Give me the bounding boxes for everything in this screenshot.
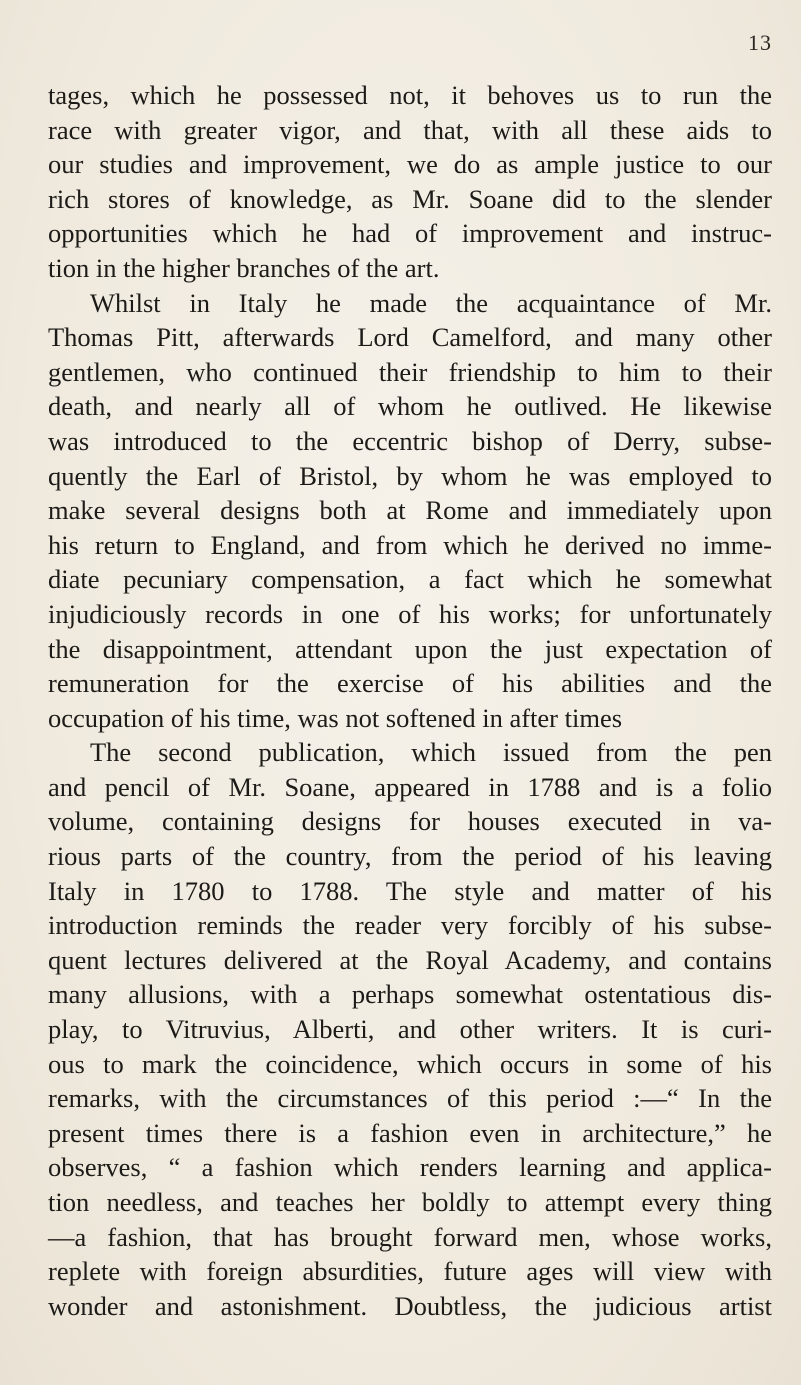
- text-line: our studies and improvement, we do as ample justice to our: [48, 149, 772, 180]
- text-line: death, and nearly all of whom he outlived. He likewise: [48, 391, 772, 422]
- text-line: remarks, with the circumstances of this period :—“ In the: [48, 1083, 772, 1114]
- text-line: quently the Earl of Bristol, by whom he was employed to: [48, 460, 772, 491]
- text-line: volume, containing designs for houses executed in va-: [48, 806, 772, 837]
- text-line: make several designs both at Rome and immediately upon: [48, 495, 772, 526]
- text-line: rious parts of the country, from the period of his leaving: [48, 841, 772, 872]
- text-line: observes, “ a fashion which renders learning and applica-: [48, 1152, 772, 1183]
- text-line: ous to mark the coincidence, which occurs in some of his: [48, 1048, 772, 1079]
- text-line: tion in the higher branches of the art.: [48, 252, 440, 283]
- page-number: 13: [748, 30, 772, 55]
- text-line: present times there is a fashion even in architecture,” he: [48, 1117, 772, 1148]
- text-line: occupation of his time, was not softened in after times: [48, 702, 623, 733]
- text-line: Italy in 1780 to 1788. The style and matter of his: [48, 875, 772, 906]
- text-line: and pencil of Mr. Soane, appeared in 1788 and is a folio: [48, 771, 772, 802]
- text-line: tion needless, and teaches her boldly to attempt every thing: [48, 1187, 772, 1217]
- text-line: the disappointment, attendant upon the just expectation of: [48, 633, 772, 664]
- text-line: injudiciously records in one of his works; for unfortunately: [48, 598, 772, 629]
- text-line: The second publication, which issued from the pen: [90, 737, 772, 768]
- text-line: quent lectures delivered at the Royal Academy, and contains: [48, 944, 772, 975]
- text-line: Whilst in Italy he made the acquaintance of Mr.: [90, 287, 772, 318]
- text-line: Thomas Pitt, afterwards Lord Camelford, and many other: [48, 322, 772, 353]
- text-line: was introduced to the eccentric bishop of Derry, subse-: [48, 425, 772, 456]
- text-line: play, to Vitruvius, Alberti, and other writers. It is curi-: [48, 1014, 772, 1045]
- text-line: opportunities which he had of improvement and instruc-: [48, 218, 772, 249]
- text-line: —a fashion, that has brought forward men, whose works,: [48, 1221, 772, 1252]
- text-line: remuneration for the exercise of his abilities and the: [48, 668, 772, 699]
- text-line: race with greater vigor, and that, with all these aids to: [48, 114, 772, 145]
- body-text: [48, 78, 772, 1323]
- text-line: diate pecuniary compensation, a fact which he somewhat: [48, 564, 772, 595]
- text-line: introduction reminds the reader very forcibly of his subse-: [48, 910, 772, 941]
- text-line: his return to England, and from which he derived no imme-: [48, 529, 772, 560]
- text-line: replete with foreign absurdities, future ages will view with: [48, 1256, 772, 1287]
- text-line: rich stores of knowledge, as Mr. Soane did to the slender: [48, 183, 772, 214]
- text-line: tages, which he possessed not, it behoves us to run the: [48, 80, 772, 110]
- text-line: gentlemen, who continued their friendship to him to their: [48, 356, 772, 387]
- text-line: wonder and astonishment. Doubtless, the judicious artist: [48, 1290, 772, 1321]
- text-line: many allusions, with a perhaps somewhat ostentatious dis-: [48, 979, 772, 1010]
